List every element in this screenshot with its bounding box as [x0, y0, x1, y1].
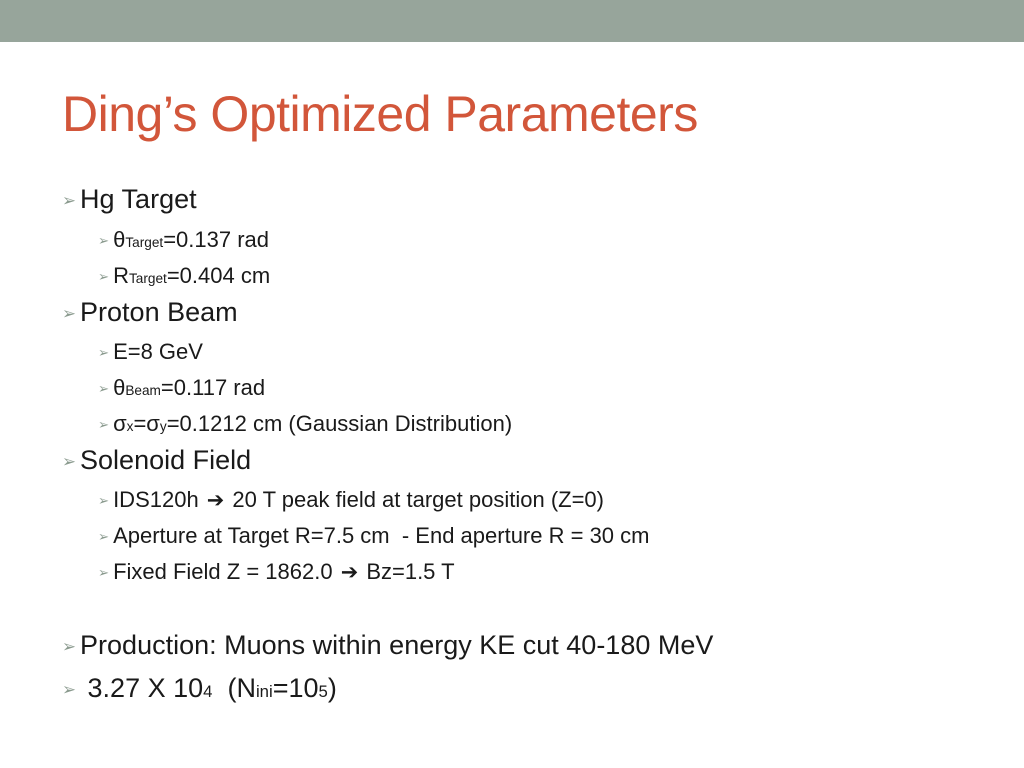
arrowhead-bullet-icon: ➢ [98, 417, 110, 432]
value-text: =10 [272, 673, 319, 703]
arrowhead-bullet-icon: ➢ [98, 345, 110, 360]
value-text: =0.137 rad [163, 227, 269, 252]
bullet-r-target: ➢ R Target =0.404 cm [98, 263, 271, 288]
bullet-text: Hg Target [80, 184, 197, 214]
bullet-proton-beam [62, 297, 238, 328]
value-text: =0.117 rad [160, 375, 266, 400]
arrowhead-bullet-icon: ➢ [62, 680, 77, 699]
bullet-text: Solenoid Field [80, 445, 252, 475]
bullet-yield: ➢ 3.27 X 10 4 (N ini =10 5 ) [62, 673, 337, 703]
arrowhead-bullet-icon: ➢ [98, 565, 110, 580]
bullet-production [62, 630, 713, 661]
arrowhead-bullet-icon: ➢ [62, 304, 77, 323]
bullet-theta-beam: ➢ θ Beam =0.117 rad [98, 375, 266, 400]
value-text: (N [212, 673, 256, 703]
arrowhead-bullet-icon: ➢ [98, 529, 110, 544]
value-text: =0.404 cm [166, 263, 271, 288]
bullet-text: Proton Beam [80, 297, 238, 327]
bullet-ids120h [98, 487, 604, 513]
bullet-text: Production: Muons within energy KE cut 40-180 MeV [80, 630, 714, 660]
arrowhead-bullet-icon: ➢ [62, 452, 77, 471]
bullet-sigma: ➢ σ x =σ y =0.1212 cm (Gaussian Distribution) [98, 411, 513, 436]
right-arrow-icon: ➔ [206, 489, 225, 512]
symbol-text: R [113, 263, 129, 288]
bullet-text: E=8 GeV [113, 339, 203, 364]
symbol-text: σ [113, 411, 127, 436]
arrowhead-bullet-icon: ➢ [98, 493, 110, 508]
arrowhead-bullet-icon: ➢ [62, 637, 77, 656]
arrowhead-bullet-icon: ➢ [62, 191, 77, 210]
arrowhead-bullet-icon: ➢ [98, 269, 110, 284]
bullet-text: Fixed Field Z = 1862.0 [113, 559, 339, 584]
bullet-theta-target: ➢ θ Target =0.137 rad [98, 227, 269, 252]
bullet-text: Bz=1.5 T [360, 559, 455, 584]
bullet-text: Aperture at Target R=7.5 cm - End aperture R = 30 cm [113, 523, 650, 548]
right-arrow-icon: ➔ [340, 561, 359, 584]
bullet-hg-target [62, 184, 197, 215]
slide-title: Ding’s Optimized Parameters [62, 86, 698, 142]
bullet-solenoid-field [62, 445, 251, 476]
arrowhead-bullet-icon: ➢ [98, 381, 110, 396]
value-text: =0.1212 cm (Gaussian Distribution) [166, 411, 513, 436]
bullet-fixed-field [98, 559, 455, 585]
arrowhead-bullet-icon: ➢ [98, 233, 110, 248]
symbol-text: =σ [133, 411, 160, 436]
value-text: 3.27 X 10 [80, 673, 204, 703]
symbol-text: θ [113, 375, 126, 400]
bullet-text: IDS120h [113, 487, 205, 512]
bullet-energy [98, 339, 203, 365]
symbol-text: θ [113, 227, 126, 252]
bullet-text: 20 T peak field at target position (Z=0) [226, 487, 604, 512]
bullet-aperture [98, 523, 649, 549]
value-text: ) [327, 673, 337, 703]
